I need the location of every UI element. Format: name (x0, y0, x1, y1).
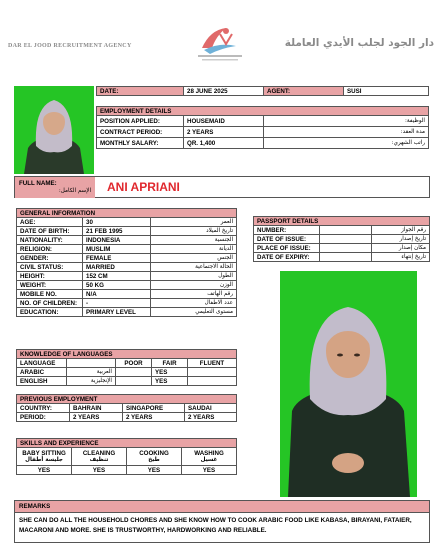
general-row (17, 299, 237, 308)
date-value: 28 JUNE 2025 (184, 87, 264, 96)
skill-washing-ar: غسيل (200, 456, 218, 463)
general-label: WEIGHT: (17, 281, 83, 290)
full-name-label: FULL NAME: (19, 180, 57, 187)
general-label: RELIGION: (17, 245, 83, 254)
previous-period-3: 2 YEARS (185, 413, 237, 422)
lang-arabic: ARABIC (17, 368, 67, 377)
employment-title: EMPLOYMENT DETAILS (97, 107, 429, 116)
full-name-label-cell (15, 177, 95, 198)
salary-label: MONTHLY SALARY: (97, 138, 184, 149)
skill-babysitting (17, 448, 72, 466)
general-label: CIVIL STATUS: (17, 263, 83, 272)
contract-label-ar: مدة العقد: (264, 127, 429, 138)
general-label: EDUCATION: (17, 308, 83, 317)
position-value: HOUSEMAID (184, 116, 264, 127)
passport-label: PLACE OF ISSUE: (254, 244, 320, 253)
general-label: HEIGHT: (17, 272, 83, 281)
employment-details-table (96, 106, 429, 149)
general-value: FEMALE (83, 254, 151, 263)
general-row (17, 245, 237, 254)
lang-arabic-fair: YES (152, 368, 188, 377)
languages-table (16, 349, 237, 386)
general-value: INDONESIA (83, 236, 151, 245)
agent-label: AGENT: (264, 87, 344, 96)
previous-title: PREVIOUS EMPLOYMENT (17, 395, 237, 404)
skill-babysitting-en: BABY SITTING (22, 449, 66, 457)
passport-label: DATE OF ISSUE: (254, 235, 320, 244)
full-name-value: ANI APRIANI (107, 180, 180, 194)
lang-english-fluent (188, 377, 237, 386)
applicant-photo-small (14, 86, 94, 174)
general-label: MOBILE NO. (17, 290, 83, 299)
general-value: MARRIED (83, 263, 151, 272)
previous-country-1: BAHRAIN (70, 404, 123, 413)
remarks-text: SHE CAN DO ALL THE HOUSEHOLD CHORES AND SHE KNOW HOW TO COOK ARABIC FOOD LIKE KABASA, BIRAYANI, FATAIER, MACARONI AND MORE. SHE IS TRUSTWORTHY, HARDWORKING AND RELIABLE. (15, 512, 429, 542)
general-value: - (83, 299, 151, 308)
general-information-table (16, 208, 237, 317)
skill-cooking-value: YES (127, 466, 182, 475)
passport-label-ar: مكان إصدار (372, 244, 430, 253)
languages-title: KNOWLEDGE OF LANGUAGES (17, 350, 237, 359)
full-name-box (14, 176, 430, 198)
date-label: DATE: (97, 87, 184, 96)
remarks-box (14, 500, 430, 543)
general-row (17, 272, 237, 281)
passport-label-ar: تاريخ إصدار (372, 235, 430, 244)
passport-label: DATE OF EXPIRY: (254, 253, 320, 262)
full-name-label-ar: الإسم الكامل: (58, 188, 91, 194)
passport-row (254, 244, 430, 253)
lang-english: ENGLISH (17, 377, 67, 386)
general-label-ar: الجنسية (151, 236, 237, 245)
lang-arabic-ar: العربية (67, 368, 116, 377)
general-label: GENDER: (17, 254, 83, 263)
general-label-ar: الطول (151, 272, 237, 281)
general-label-ar: عدد الاطفال (151, 299, 237, 308)
general-value: 50 KG (83, 281, 151, 290)
general-label-ar: الديانة (151, 245, 237, 254)
skills-table (16, 438, 237, 475)
remarks-title: REMARKS (15, 501, 429, 512)
position-label-ar: الوظيفة: (264, 116, 429, 127)
lang-header-language: LANGUAGE (17, 359, 67, 368)
previous-period-label: PERIOD: (17, 413, 70, 422)
previous-employment-table (16, 394, 237, 422)
lang-arabic-poor (116, 368, 152, 377)
skill-washing-value: YES (182, 466, 237, 475)
salary-value: QR. 1,400 (184, 138, 264, 149)
skill-cleaning-en: CLEANING (82, 449, 116, 457)
skill-cleaning (72, 448, 127, 466)
passport-label: NUMBER: (254, 226, 320, 235)
lang-header-poor: POOR (116, 359, 152, 368)
skills-title: SKILLS AND EXPERIENCE (17, 439, 237, 448)
previous-country-2: SINGAPORE (123, 404, 185, 413)
agency-logo-icon (196, 22, 244, 64)
passport-value (320, 235, 372, 244)
lang-header-fair: FAIR (152, 359, 188, 368)
lang-english-fair: YES (152, 377, 188, 386)
general-value: 30 (83, 218, 151, 227)
previous-period-2: 2 YEARS (123, 413, 185, 422)
passport-value (320, 226, 372, 235)
general-value: 152 CM (83, 272, 151, 281)
position-label: POSITION APPLIED: (97, 116, 184, 127)
passport-value (320, 244, 372, 253)
general-label: DATE OF BIRTH: (17, 227, 83, 236)
top-info-table (96, 86, 429, 96)
skill-washing (182, 448, 237, 466)
general-row (17, 290, 237, 299)
general-label-ar: الوزن (151, 281, 237, 290)
agency-name-ar: دار الجود لجلب الأيدي العاملة (284, 37, 434, 49)
passport-details-table (253, 216, 430, 262)
agent-value: SUSI (344, 87, 429, 96)
salary-label-ar: راتب الشهري: (264, 138, 429, 149)
general-label-ar: رقم الهاتف (151, 290, 237, 299)
passport-row (254, 253, 430, 262)
general-label: NO. OF CHILDREN: (17, 299, 83, 308)
passport-title: PASSPORT DETAILS (254, 217, 430, 226)
previous-country-3: SAUDAI (185, 404, 237, 413)
general-row (17, 236, 237, 245)
skill-cooking-en: COOKING (139, 449, 169, 457)
general-value: N/A (83, 290, 151, 299)
passport-row (254, 235, 430, 244)
skill-cooking (127, 448, 182, 466)
contract-value: 2 YEARS (184, 127, 264, 138)
skill-cooking-ar: طبخ (148, 456, 160, 463)
lang-header-ar (67, 359, 116, 368)
passport-value (320, 253, 372, 262)
lang-arabic-fluent (188, 368, 237, 377)
general-value: 21 FEB 1995 (83, 227, 151, 236)
general-label-ar: تاريخ الميلاد (151, 227, 237, 236)
passport-label-ar: تاريخ إنتهاء (372, 253, 430, 262)
previous-period-1: 2 YEARS (70, 413, 123, 422)
general-row (17, 263, 237, 272)
lang-english-ar: الإنجليزية (67, 377, 116, 386)
applicant-photo-large (280, 271, 417, 497)
general-value: PRIMARY LEVEL (83, 308, 151, 317)
general-label-ar: الحالة الاجتماعية (151, 263, 237, 272)
general-label-ar: مستوى التعليمي (151, 308, 237, 317)
general-row (17, 227, 237, 236)
agency-name-en: DAR EL JOOD RECRUITMENT AGENCY (8, 43, 132, 49)
skill-babysitting-ar: جليسة أطفال (25, 456, 63, 463)
general-label: NATIONALITY: (17, 236, 83, 245)
general-row (17, 254, 237, 263)
general-row (17, 281, 237, 290)
skill-washing-en: WASHING (194, 449, 224, 457)
skill-cleaning-ar: تنظيف (89, 456, 109, 463)
skill-cleaning-value: YES (72, 466, 127, 475)
contract-label: CONTRACT PERIOD: (97, 127, 184, 138)
lang-english-poor (116, 377, 152, 386)
passport-row (254, 226, 430, 235)
passport-label-ar: رقم الجواز (372, 226, 430, 235)
general-value: MUSLIM (83, 245, 151, 254)
general-label-ar: العمر (151, 218, 237, 227)
previous-country-label: COUNTRY: (17, 404, 70, 413)
general-label: AGE: (17, 218, 83, 227)
lang-header-fluent: FLUENT (188, 359, 237, 368)
general-row (17, 218, 237, 227)
general-title: GENERAL INFORMATION (17, 209, 237, 218)
skill-babysitting-value: YES (17, 466, 72, 475)
general-label-ar: الجنس (151, 254, 237, 263)
general-row (17, 308, 237, 317)
